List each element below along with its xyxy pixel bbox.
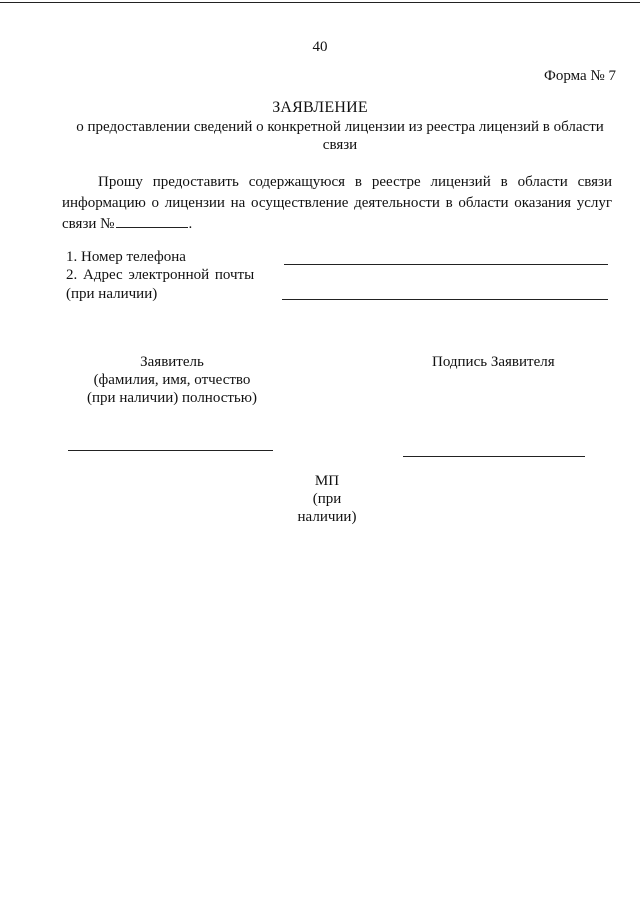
signature-label: Подпись Заявителя <box>432 354 555 370</box>
body-line3-end: . <box>188 216 193 232</box>
document-subtitle-line1: о предоставлении сведений о конкретной лицензии из реестра лицензий в области <box>76 119 604 135</box>
form-label: Форма № 7 <box>544 68 616 84</box>
email-label: 2. Адрес электронной почты <box>66 267 255 283</box>
seal-sub1: (при <box>312 491 342 507</box>
applicant-label: Заявитель <box>140 354 204 370</box>
applicant-sub1: (фамилия, имя, отчество <box>93 372 251 388</box>
document-title: ЗАЯВЛЕНИЕ <box>272 99 368 116</box>
body-line2: информацию о лицензии на осуществление деятельности в области оказания услуг <box>62 195 612 211</box>
signature-line[interactable] <box>403 456 585 457</box>
applicant-name-line[interactable] <box>68 450 273 451</box>
email-field-line[interactable] <box>282 299 608 300</box>
body-line3 <box>62 215 192 233</box>
document-subtitle-line2: связи <box>322 137 358 153</box>
applicant-sub2: (при наличии) полностью) <box>87 390 257 406</box>
top-border-line <box>0 2 640 3</box>
email-label-note: (при наличии) <box>66 286 158 302</box>
seal-sub2: наличии) <box>297 509 357 525</box>
license-number-blank[interactable] <box>116 215 188 228</box>
body-line1: Прошу предоставить содержащуюся в реестре лицензий в области связи <box>98 174 612 190</box>
phone-field-line[interactable] <box>284 264 608 265</box>
seal-label: МП <box>314 473 340 489</box>
license-number-label: связи № <box>62 216 115 232</box>
page-number: 40 <box>312 39 328 55</box>
phone-label: 1. Номер телефона <box>66 249 186 265</box>
